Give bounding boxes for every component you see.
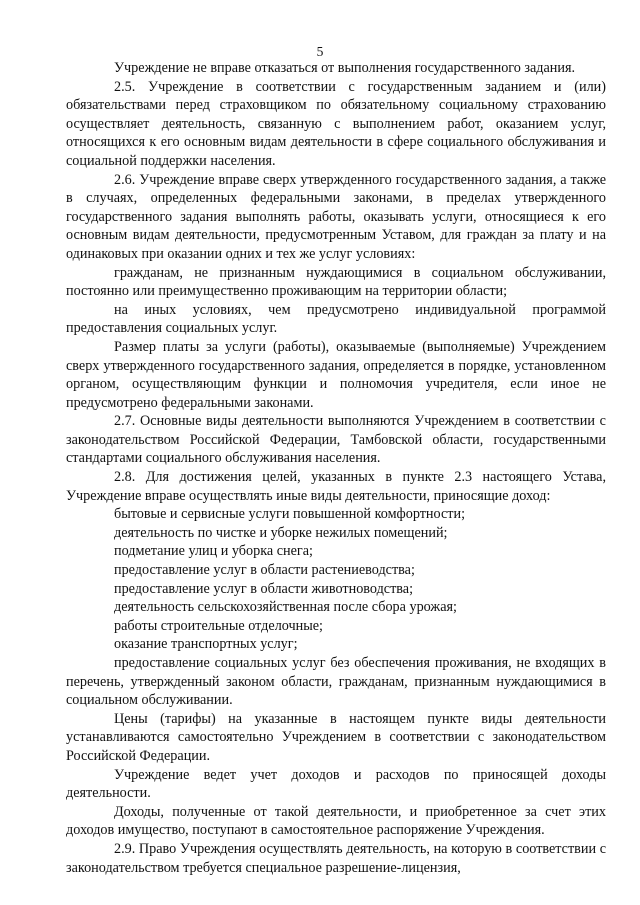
document-body — [66, 59, 606, 877]
paragraph: Учреждение не вправе отказаться от выполнения государственного задания. — [114, 60, 576, 76]
paragraph: 2.9. Право Учреждения осуществлять деятельность, на которую в соответствии с законодательством требуется специальное разрешение-лицензия, — [66, 840, 606, 876]
paragraph: на иных условиях, чем предусмотрено индивидуальной программой предоставления социальных услуг. — [66, 301, 606, 337]
paragraph: Доходы, полученные от такой деятельности, и приобретенное за счет этих доходов имущество, поступают в самостоятельное распоряжение Учреждения. — [66, 803, 606, 839]
list-item: деятельность сельскохозяйственная после сбора урожая; — [114, 599, 457, 616]
list-item: подметание улиц и уборка снега; — [114, 543, 313, 560]
list-item: оказание транспортных услуг; — [114, 636, 298, 653]
list-item: предоставление услуг в области растениеводства; — [114, 562, 415, 579]
paragraph: 2.7. Основные виды деятельности выполняются Учреждением в соответствии с законодательством Российской Федерации, Тамбовской области, государственными стандартами социального обслуживания населения. — [66, 413, 606, 467]
paragraph: Размер платы за услуги (работы), оказываемые (выполняемые) Учреждением сверх утвержденного государственного задания, определяется в порядке, установленном органом, осуществляющим функции и полномочия учредителя, если иное не предусмотрено федеральными законами. — [66, 338, 606, 411]
page-number: 5 — [316, 44, 324, 59]
list-item: бытовые и сервисные услуги повышенной комфортности; — [114, 506, 466, 523]
paragraph: Цены (тарифы) на указанные в настоящем пункте виды деятельности устанавливаются самостоятельно Учреждением в соответствии с законодательством Российской Федерации. — [66, 710, 606, 764]
list-item: работы строительные отделочные; — [114, 617, 324, 634]
paragraph: гражданам, не признанным нуждающимися в социальном обслуживании, постоянно или преимущественно проживающим на территории области; — [66, 264, 606, 300]
paragraph: 2.6. Учреждение вправе сверх утвержденного государственного задания, а также в случаях, определенных федеральными законами, в пределах утвержденного государственного задания выполнять работы, оказывать услуги, относящиеся к его основным видам деятельности, предусмотренным Уставом, для граждан за плату и на одинаковых при оказании одних и тех же услуг условиях: — [66, 171, 606, 262]
list-item: предоставление социальных услуг без обеспечения проживания, не входящих в перечень, утвержденный законом области, гражданам, признанным нуждающимися в социальном обслуживании. — [66, 655, 606, 709]
list-item: деятельность по чистке и уборке нежилых помещений; — [114, 524, 448, 541]
paragraph: Учреждение ведет учет доходов и расходов по приносящей доходы деятельности. — [66, 766, 606, 802]
paragraph: 2.5. Учреждение в соответствии с государственным заданием и (или) обязательствами перед страховщиком по обязательному социальному страхованию осуществляет деятельность, связанную с выполнением работ, оказанием услуг, относящихся к его основным видам деятельности в сфере социального обслуживания и социальной поддержки населения. — [66, 78, 606, 169]
paragraph: 2.8. Для достижения целей, указанных в пункте 2.3 настоящего Устава, Учреждение вправе осуществлять иные виды деятельности, приносящие доход: — [66, 469, 606, 504]
list-item: предоставление услуг в области животноводства; — [114, 580, 414, 597]
